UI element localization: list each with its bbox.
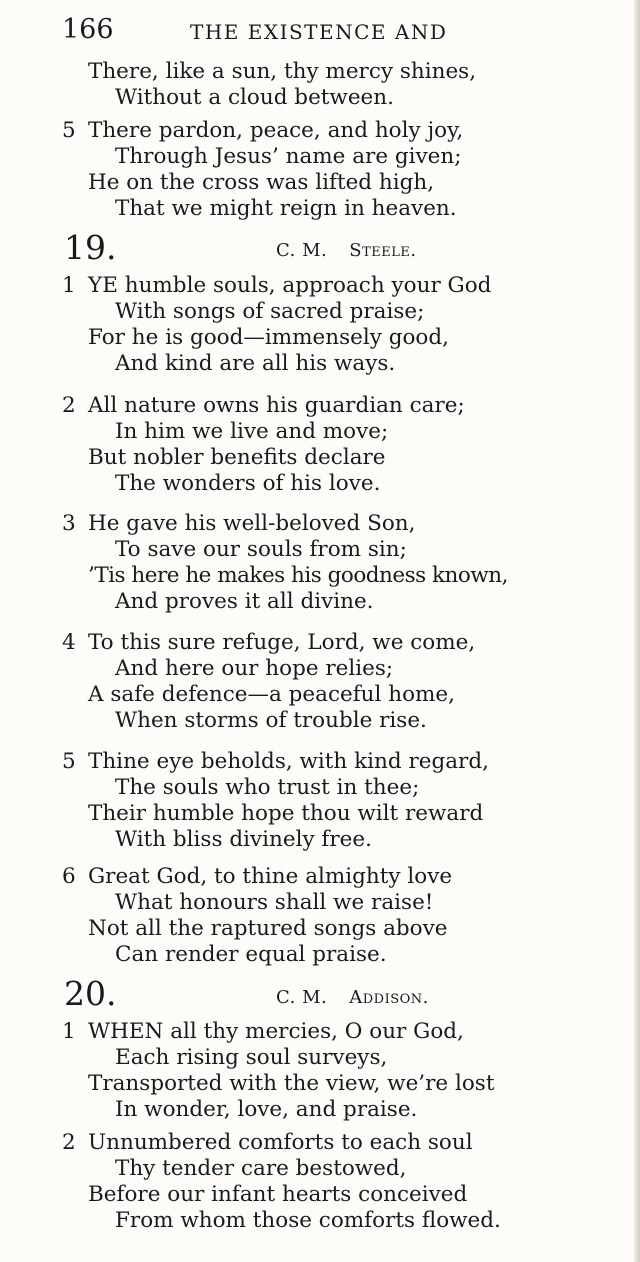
verse-line: 6 Great God, to thine almighty love — [62, 864, 453, 889]
page-edge-shadow — [634, 0, 640, 1262]
verse-line: 2 Unnumbered comforts to each soul — [62, 1130, 473, 1155]
verse-line: ’Tis here he makes his goodness known, — [88, 563, 508, 588]
verse-line: And kind are all his ways. — [115, 351, 396, 376]
verse-number: 2 — [62, 393, 76, 418]
verse-line: And proves it all divine. — [115, 589, 374, 614]
verse-number: 2 — [62, 1130, 76, 1155]
verse-line: In wonder, love, and praise. — [115, 1097, 418, 1122]
verse-line: 2 All nature owns his guardian care; — [62, 393, 465, 418]
running-title: THE EXISTENCE AND — [190, 20, 448, 44]
verse-line: 3 He gave his well-beloved Son, — [62, 511, 416, 536]
hymn-author: Addison. — [349, 987, 429, 1008]
page-header — [62, 12, 512, 48]
verse-line: And here our hope relies; — [115, 656, 394, 681]
verse-line: Each rising soul surveys, — [115, 1045, 388, 1070]
hymn-meter: C. M. — [276, 987, 328, 1008]
hymn-meter-line — [276, 236, 417, 266]
verse-line: Can render equal praise. — [115, 942, 387, 967]
verse-line: To save our souls from sin; — [115, 537, 407, 562]
verse-line: Through Jesus’ name are given; — [115, 144, 462, 169]
verse-number: 5 — [62, 118, 76, 143]
verse-line: He on the cross was lifted high, — [88, 170, 435, 195]
verse-line: With songs of sacred praise; — [115, 299, 425, 324]
verse-line: Before our infant hearts conceived — [88, 1182, 468, 1207]
verse-line: 5 Thine eye beholds, with kind regard, — [62, 749, 489, 774]
verse-line: 1 WHEN all thy mercies, O our God, — [62, 1019, 464, 1044]
verse-line: A safe defence—a peaceful home, — [88, 682, 455, 707]
verse-line: 5 There pardon, peace, and holy joy, — [62, 118, 464, 143]
verse-line: Transported with the view, we’re lost — [88, 1071, 495, 1096]
hymn-number: 20. — [64, 974, 117, 1013]
verse-line: But nobler benefits declare — [88, 445, 386, 470]
hymn-author: Steele. — [349, 240, 417, 261]
hymn-meter-line — [276, 983, 429, 1013]
verse-line: The souls who trust in thee; — [115, 775, 420, 800]
hymn-number: 19. — [64, 228, 117, 267]
page-number: 166 — [62, 14, 114, 45]
verse-line: What honours shall we raise! — [115, 890, 434, 915]
verse-line: Thy tender care bestowed, — [115, 1156, 407, 1181]
verse-line: Not all the raptured songs above — [88, 916, 448, 941]
verse-line: 4 To this sure refuge, Lord, we come, — [62, 630, 476, 655]
verse-line: With bliss divinely free. — [115, 827, 372, 852]
verse-number: 3 — [62, 511, 76, 536]
verse-line: For he is good—immensely good, — [88, 325, 449, 350]
verse-number: 5 — [62, 749, 76, 774]
verse-line: In him we live and move; — [115, 419, 389, 444]
verse-line: Without a cloud between. — [115, 85, 394, 110]
verse-line: The wonders of his love. — [115, 471, 381, 496]
verse-number: 1 — [62, 1019, 76, 1044]
verse-line: That we might reign in heaven. — [115, 196, 457, 221]
verse-number: 1 — [62, 273, 76, 298]
verse-number: 4 — [62, 630, 76, 655]
verse-line: Their humble hope thou wilt reward — [88, 801, 484, 826]
verse-line: There, like a sun, thy mercy shines, — [88, 59, 477, 84]
verse-line: When storms of trouble rise. — [115, 708, 427, 733]
verse-line: 1 YE humble souls, approach your God — [62, 273, 492, 298]
hymn-meter: C. M. — [276, 240, 328, 261]
verse-number: 6 — [62, 864, 76, 889]
verse-line: From whom those comforts flowed. — [115, 1208, 501, 1233]
